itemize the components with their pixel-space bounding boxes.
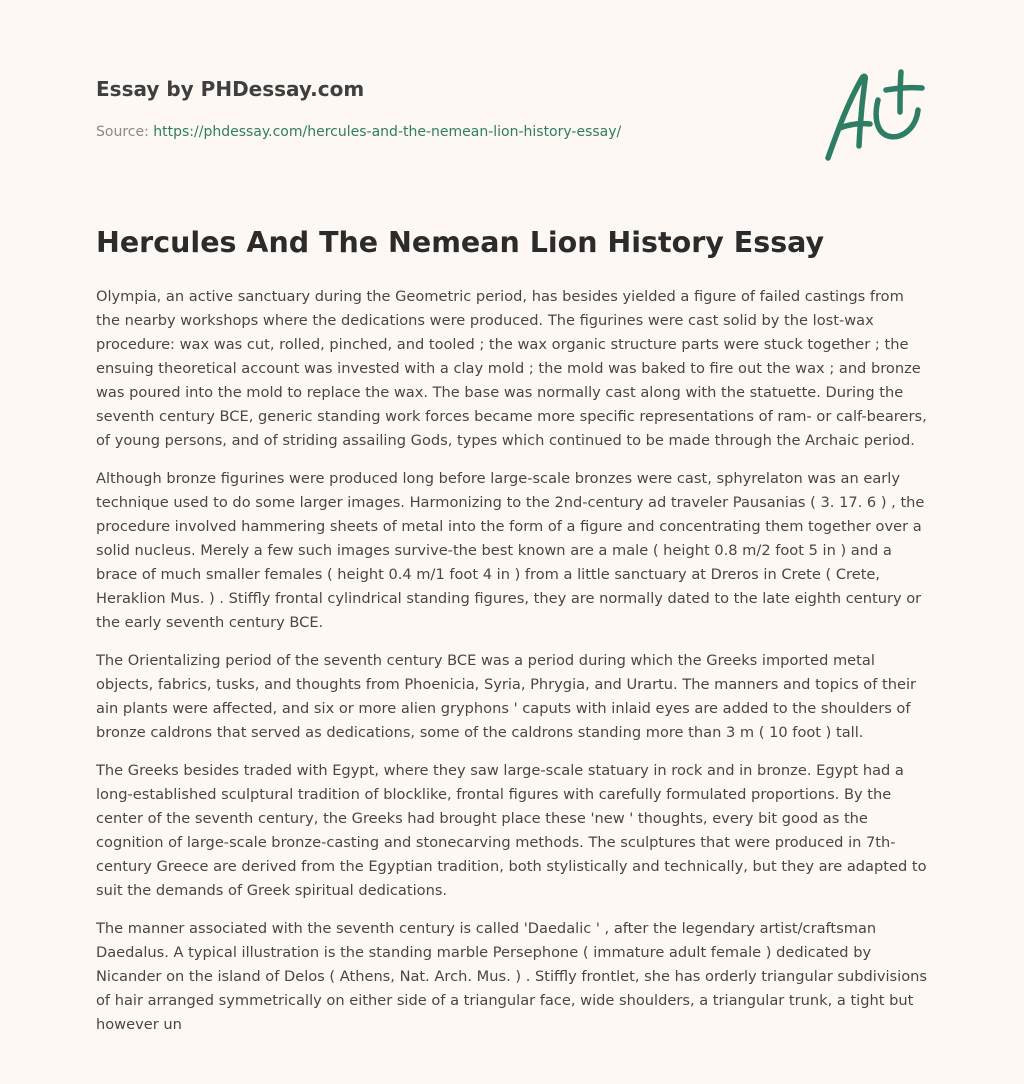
essay-paragraph: The Greeks besides traded with Egypt, where they saw large-scale statuary in rock and in bronze. Egypt had a long-established sculptural tradition of blocklike, frontal figures with carefully formulated proportions. By the center of the seventh century, the Greeks had brought place these 'new ' thoughts, every bit good as the cognition of large-scale bronze-casting and stonecarving methods. The sculptures that were produced in 7th-century Greece are derived from the Egyptian tradition, both stylistically and technically, but they are adapted to suit the demands of Greek spiritual dedications.	[96, 762, 927, 899]
essay-title: Hercules And The Nemean Lion History Essay	[96, 226, 825, 259]
source-line	[96, 124, 621, 140]
essay-body	[96, 285, 930, 1051]
essay-paragraph: The manner associated with the seventh century is called 'Daedalic ' , after the legendary artist/craftsman Daedalus. A typical illustration is the standing marble Persephone ( immature adult female ) dedicated by Nicander on the island of Delos ( Athens, Nat. Arch. Mus. ) . Stiffly frontlet, she has orderly triangular subdivisions of hair arranged symmetrically on either side of a triangular face, wide shoulders, a triangular trunk, a tight but however un	[96, 920, 927, 1033]
essay-paragraph: The Orientalizing period of the seventh century BCE was a period during which the Greeks imported metal objects, fabrics, tusks, and thoughts from Phoenicia, Syria, Phrygia, and Urartu. The manners and topics of their ain plants were affected, and six or more alien gryphons ' caputs with inlaid eyes are added to the shoulders of bronze caldrons that served as dedications, some of the caldrons standing more than 3 m ( 10 foot ) tall.	[96, 652, 917, 741]
site-name: Essay by PHDessay.com	[96, 77, 365, 101]
source-label: Source:	[96, 124, 149, 140]
source-link[interactable]: https://phdessay.com/hercules-and-the-nemean-lion-history-essay/	[153, 124, 622, 140]
a-plus-logo-icon	[818, 66, 928, 166]
essay-paragraph: Olympia, an active sanctuary during the Geometric period, has besides yielded a figure of failed castings from the nearby workshops where the dedications were produced. The figurines were cast solid by the lost-wax procedure: wax was cut, rolled, pinched, and tooled ; the wax organic structure parts were stuck together ; the ensuing theoretical account was invested with a clay mold ; the mold was baked to fire out the wax ; and bronze was poured into the mold to replace the wax. The base was normally cast along with the statuette. During the seventh century BCE, generic standing work forces became more specific representations of ram- or calf-bearers, of young persons, and of striding assailing Gods, types which continued to be made through the Archaic period.	[96, 288, 927, 449]
essay-paragraph: Although bronze figurines were produced long before large-scale bronzes were cast, sphyrelaton was an early technique used to do some larger images. Harmonizing to the 2nd-century ad traveler Pausanias ( 3. 17. 6 ) , the procedure involved hammering sheets of metal into the form of a figure and concentrating them together over a solid nucleus. Merely a few such images survive-the best known are a male ( height 0.8 m/2 foot 5 in ) and a brace of much smaller females ( height 0.4 m/1 foot 4 in ) from a little sanctuary at Dreros in Crete ( Crete, Heraklion Mus. ) . Stiffly frontal cylindrical standing figures, they are normally dated to the late eighth century or the early seventh century BCE.	[96, 470, 925, 631]
